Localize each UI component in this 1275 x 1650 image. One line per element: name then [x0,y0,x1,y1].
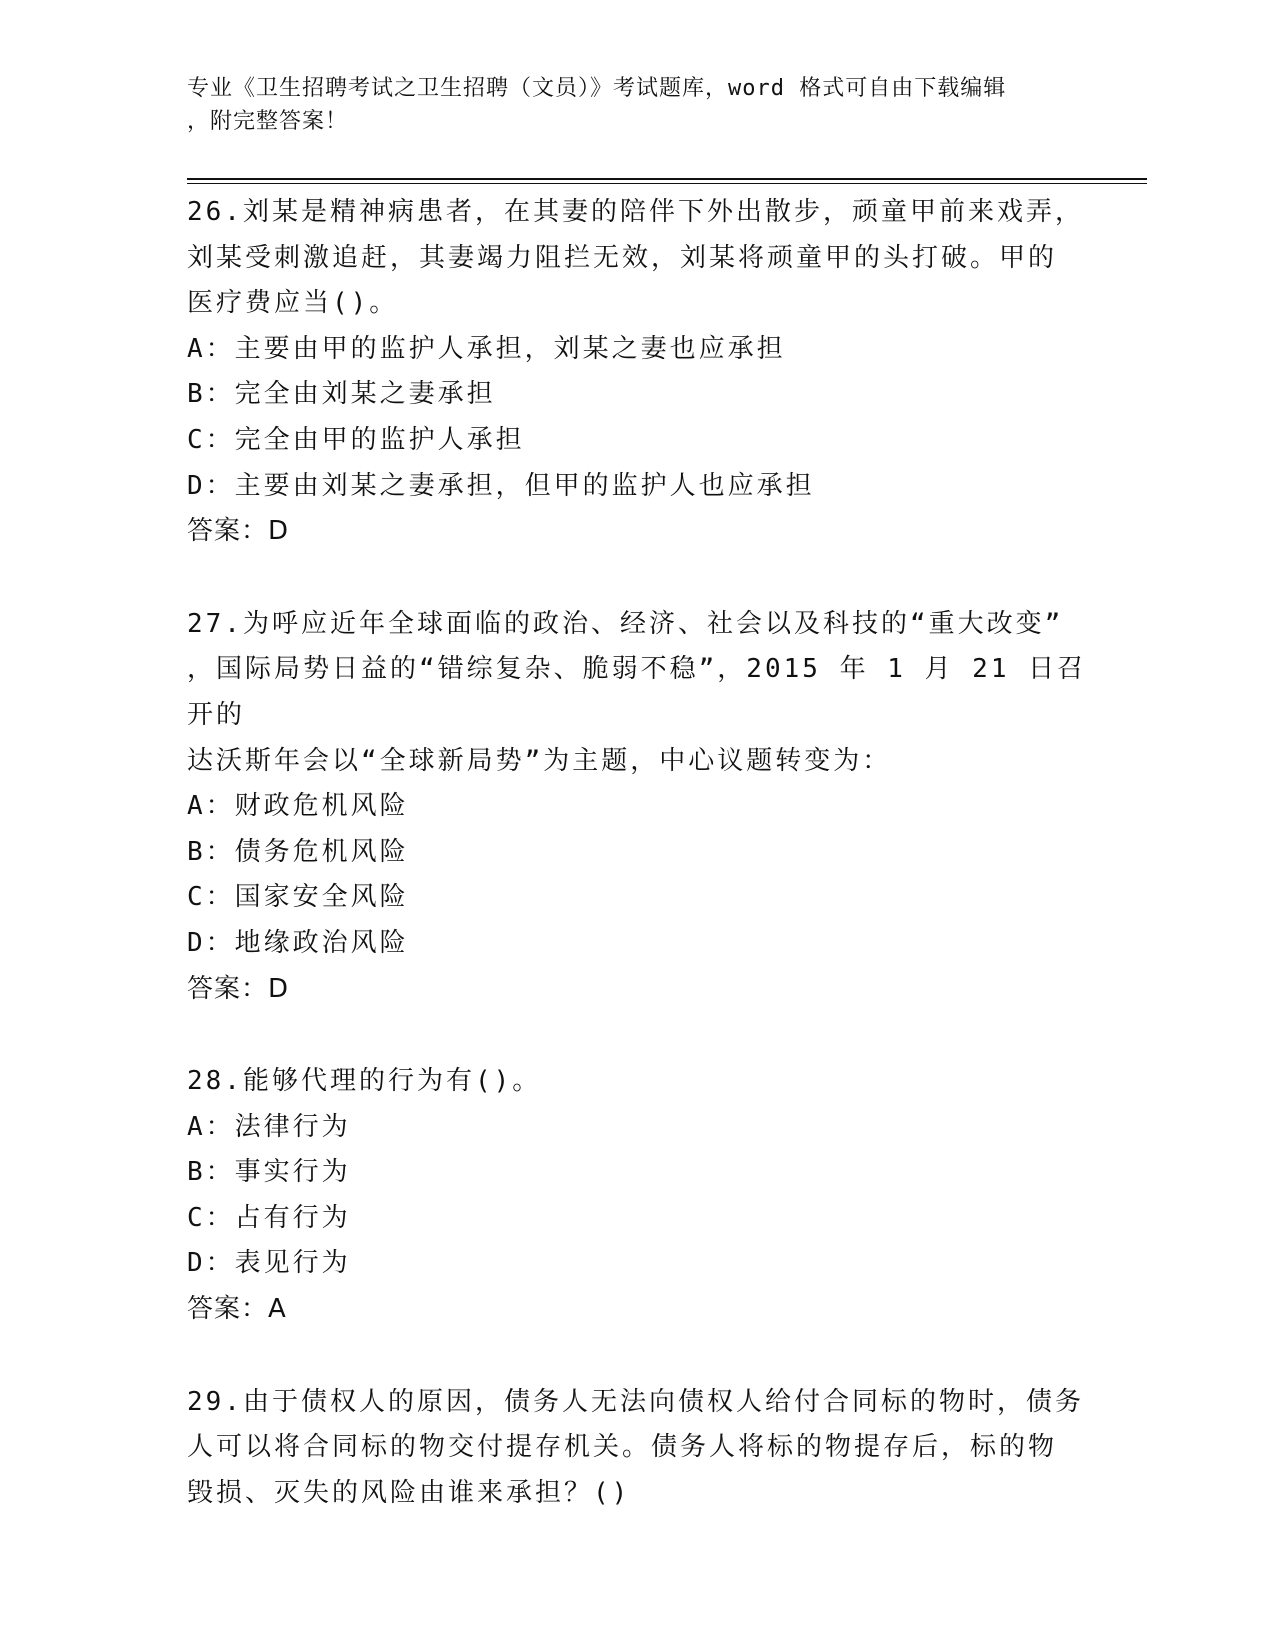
question-27-line-1: 27.为呼应近年全球面临的政治、经济、社会以及科技的“重大改变” [187,608,1064,639]
question-27-line-3: 达沃斯年会以“全球新局势”为主题，中心议题转变为： [187,745,892,776]
question-28 [187,1059,1087,1333]
header-divider-thin [187,183,1147,184]
question-29 [187,1380,1087,1517]
question-26-answer: 答案：D [187,516,290,547]
question-28-option-d: D：表见行为 [187,1248,351,1279]
question-28-line-1: 28.能够代理的行为有()。 [187,1066,542,1097]
question-26-line-1: 26.刘某是精神病患者，在其妻的陪伴下外出散步，顽童甲前来戏弄， [187,197,1084,227]
question-27-line-2: ，国际局势日益的“错综复杂、脆弱不稳”，2015 年 1 月 21 日召开的 [187,654,1087,730]
question-26-option-c: C：完全由甲的监护人承担 [187,424,525,455]
header-divider-thick [187,178,1147,180]
question-26-line-2: 刘某受刺激追赶，其妻竭力阻拦无效，刘某将顽童甲的头打破。甲的 [187,242,1058,273]
header-line-2: ，附完整答案！ [187,109,349,134]
question-27-option-b: B：债务危机风险 [187,836,409,867]
question-29-line-1: 29.由于债权人的原因，债务人无法向债权人给付合同标的物时，债务 [187,1386,1084,1417]
question-28-answer: 答案：A [187,1294,287,1325]
question-27-option-a: A：财政危机风险 [187,791,409,822]
question-27-answer: 答案：D [187,973,290,1004]
question-27-option-c: C：国家安全风险 [187,882,409,913]
question-29-line-2: 人可以将合同标的物交付提存机关。债务人将标的物提存后，标的物 [187,1432,1058,1463]
question-27 [187,602,1087,1012]
question-29-line-3: 毁损、灭失的风险由谁来承担？() [187,1477,631,1508]
question-28-option-c: C：占有行为 [187,1202,351,1233]
question-26-option-d: D：主要由刘某之妻承担，但甲的监护人也应承担 [187,470,815,501]
question-26-option-b: B：完全由刘某之妻承担 [187,379,496,410]
question-28-option-b: B：事实行为 [187,1157,351,1188]
question-28-option-a: A：法律行为 [187,1111,351,1142]
question-26 [187,190,1087,555]
document-header [187,72,1067,138]
question-list [187,190,1087,1563]
header-line-1: 专业《卫生招聘考试之卫生招聘（文员）》考试题库，word 格式可自由下载编辑 [187,76,1007,101]
question-27-option-d: D：地缘政治风险 [187,927,409,958]
question-26-line-3: 医疗费应当()。 [187,288,399,319]
question-26-option-a: A：主要由甲的监护人承担，刘某之妻也应承担 [187,333,786,364]
